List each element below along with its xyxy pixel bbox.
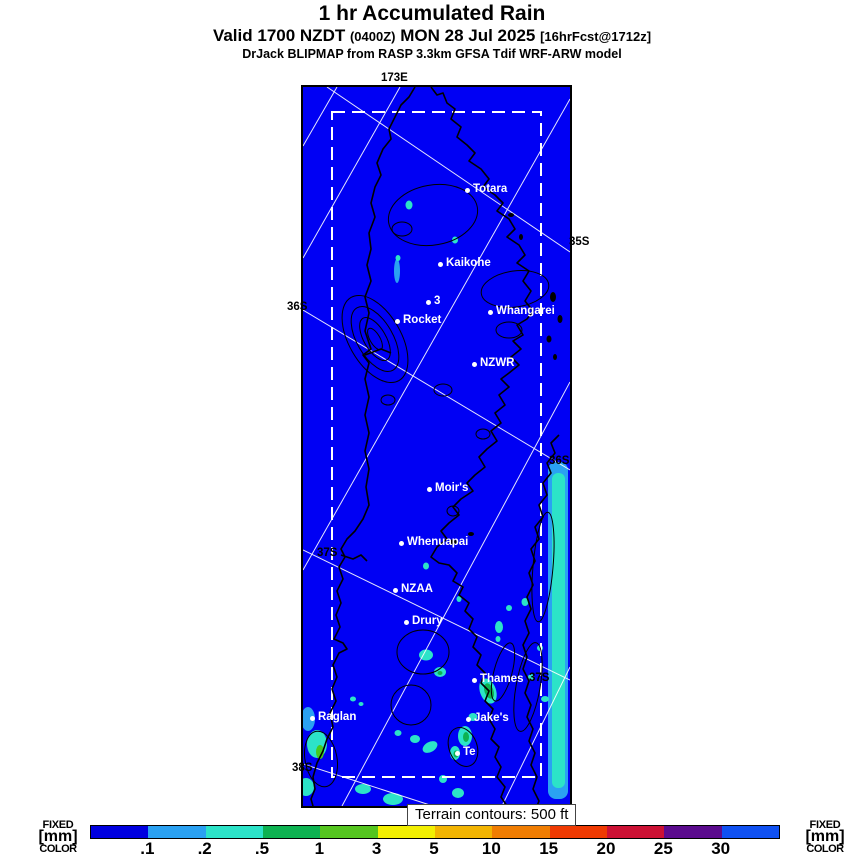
- header: [0, 2, 850, 62]
- colorbar-units-right: [795, 820, 850, 854]
- site-label: 3: [434, 295, 441, 307]
- site-label: Kaikohe: [446, 257, 491, 269]
- colorbar-segment-11: [722, 826, 779, 838]
- site-dot-icon: [466, 717, 471, 722]
- colorbar-segment-2: [206, 826, 263, 838]
- site-dot-icon: [310, 716, 315, 721]
- graticule-label-37s: 37S: [317, 547, 338, 559]
- colorbar-segment-0: [91, 826, 148, 838]
- units-mm-label: [mm]: [805, 828, 845, 845]
- colorbar-segment-7: [492, 826, 549, 838]
- units-mm-label: [mm]: [38, 828, 78, 845]
- colorbar-segment-9: [607, 826, 664, 838]
- site-dot-icon: [472, 362, 477, 367]
- forecast-tag: [16hrFcst@1712z]: [540, 29, 652, 44]
- graticule-label-38s: 38S: [292, 762, 313, 774]
- colorbar-tick-.5: .5: [254, 839, 270, 858]
- colorbar-segment-6: [435, 826, 492, 838]
- valid-time-line: [14, 26, 850, 47]
- colorbar-tick-labels: [0, 839, 850, 859]
- site-label: NZAA: [401, 583, 433, 595]
- graticule-label-36s: 36S: [287, 301, 308, 313]
- colorbar-tick-30: 30: [711, 839, 731, 858]
- colorbar-tick-5: 5: [429, 839, 439, 858]
- site-label: Thames: [480, 673, 524, 685]
- graticule-label-36s: 36S: [549, 455, 570, 467]
- graticule-label-37s: 37S: [529, 672, 550, 684]
- colorbar-tick-1: 1: [314, 839, 325, 858]
- colorbar-tick-15: 15: [539, 839, 559, 858]
- valid-time: Valid 1700 NZDT: [212, 26, 346, 45]
- site-dot-icon: [455, 751, 460, 756]
- valid-time-utc: (0400Z): [349, 29, 396, 44]
- colorbar-segment-4: [320, 826, 377, 838]
- site-label: Rocket: [403, 314, 442, 326]
- colorbar-tick-.2: .2: [197, 839, 212, 858]
- site-dot-icon: [404, 620, 409, 625]
- colorbar-segment-8: [550, 826, 607, 838]
- map-canvas: [303, 87, 570, 806]
- colorbar-tick-20: 20: [596, 839, 616, 858]
- site-dot-icon: [488, 310, 493, 315]
- site-label: Totara: [473, 183, 508, 195]
- units-fixed-label: FIXED: [809, 819, 841, 831]
- graticule-label-173e: 173E: [381, 72, 408, 84]
- colorbar-segment-1: [148, 826, 205, 838]
- colorbar-tick-.1: .1: [140, 839, 155, 858]
- site-label: Whangarei: [496, 305, 555, 317]
- colorbar-segment-3: [263, 826, 320, 838]
- site-dot-icon: [426, 300, 431, 305]
- site-dot-icon: [427, 487, 432, 492]
- site-label: Whenuapai: [407, 536, 469, 548]
- colorbar: [90, 825, 780, 839]
- site-dot-icon: [393, 588, 398, 593]
- units-color-label: COLOR: [806, 843, 844, 855]
- colorbar-tick-10: 10: [481, 839, 501, 858]
- model-line: DrJack BLIPMAP from RASP 3.3km GFSA Tdif WRF-ARW model: [242, 47, 622, 61]
- colorbar-tick-3: 3: [371, 839, 382, 858]
- site-label: NZWR: [480, 357, 515, 369]
- colorbar-segment-10: [664, 826, 721, 838]
- site-label: Moir's: [435, 482, 469, 494]
- valid-date: MON 28 Jul 2025: [400, 26, 536, 45]
- graticule-label-35s: 35S: [569, 236, 590, 248]
- site-label: Te: [463, 746, 476, 758]
- site-label: Jake's: [474, 712, 509, 724]
- colorbar-segment-5: [378, 826, 435, 838]
- site-dot-icon: [472, 678, 477, 683]
- units-fixed-label: FIXED: [42, 819, 74, 831]
- page-title: 1 hr Accumulated Rain: [318, 2, 546, 25]
- site-dot-icon: [399, 541, 404, 546]
- colorbar-tick-25: 25: [653, 839, 673, 858]
- map-frame: [301, 85, 572, 808]
- site-dot-icon: [465, 188, 470, 193]
- site-dot-icon: [438, 262, 443, 267]
- site-label: Raglan: [318, 711, 357, 723]
- terrain-note: Terrain contours: 500 ft: [407, 804, 576, 826]
- site-dot-icon: [395, 319, 400, 324]
- site-label: Drury: [412, 615, 443, 627]
- units-color-label: COLOR: [39, 843, 77, 855]
